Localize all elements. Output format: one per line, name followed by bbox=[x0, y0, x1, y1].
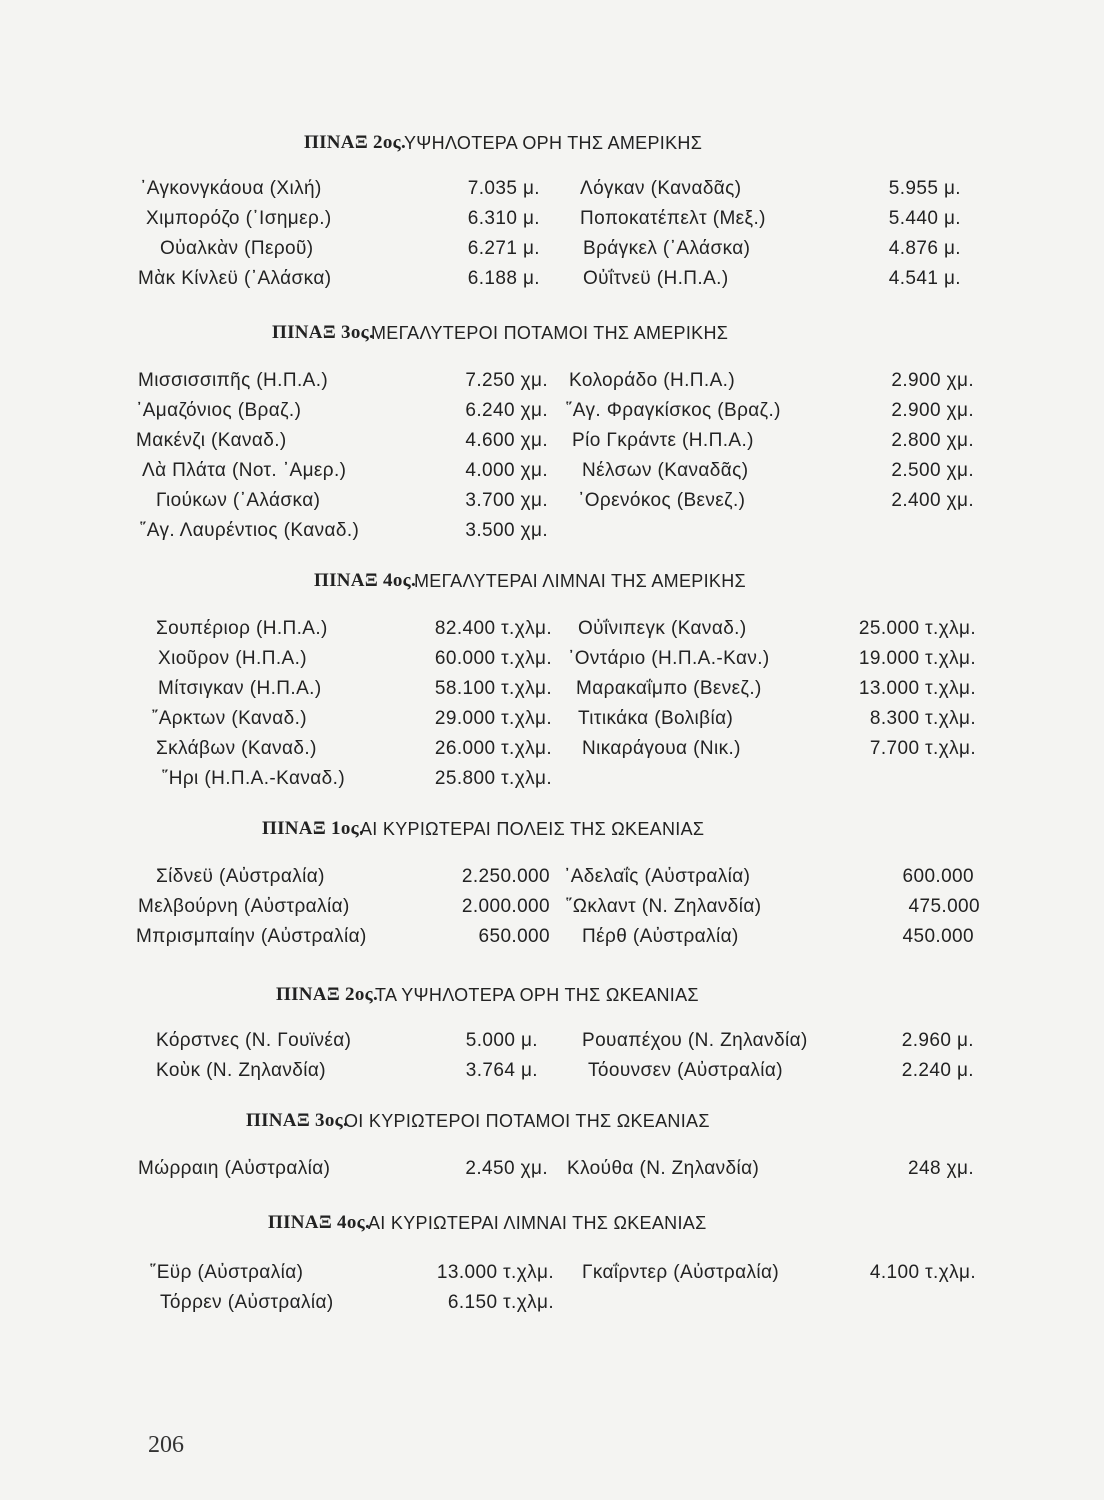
entry-value: 6.271 μ. bbox=[467, 238, 540, 259]
table-row bbox=[0, 926, 1104, 954]
entry-value: 7.700 τ.χλμ. bbox=[869, 738, 976, 759]
table-label: ΠΙΝΑΞ 1ος. bbox=[262, 818, 364, 839]
entry-value: 5.955 μ. bbox=[888, 178, 961, 199]
table-label: ΠΙΝΑΞ 2ος. bbox=[276, 984, 378, 1005]
entry-name: Νικαράγουα (Νικ.) bbox=[582, 738, 741, 759]
entry-name: Νέλσων (Καναδᾶς) bbox=[582, 460, 749, 481]
entry-name: Κόρστνες (Ν. Γουϊνέα) bbox=[156, 1030, 352, 1051]
table-heading: ΜΕΓΑΛΥΤΕΡΟΙ ΠΟΤΑΜΟΙ ΤΗΣ ΑΜΕΡΙΚΗΣ bbox=[371, 323, 729, 343]
table-heading: ΜΕΓΑΛΥΤΕΡΑΙ ΛΙΜΝΑΙ ΤΗΣ ΑΜΕΡΙΚΗΣ bbox=[414, 571, 746, 591]
entry-name: Γιούκων (᾿Αλάσκα) bbox=[156, 490, 321, 511]
table-row bbox=[0, 678, 1104, 706]
entry-value: 3.764 μ. bbox=[465, 1060, 538, 1081]
entry-value: 60.000 τ.χλμ. bbox=[434, 648, 552, 669]
entry-value: 4.100 τ.χλμ. bbox=[869, 1262, 976, 1283]
table-row bbox=[0, 370, 1104, 398]
entry-name: Ρίο Γκράντε (Η.Π.Α.) bbox=[572, 430, 754, 451]
entry-value: 7.035 μ. bbox=[467, 178, 540, 199]
entry-value: 2.400 χμ. bbox=[891, 490, 974, 511]
table-heading: ΑΙ ΚΥΡΙΩΤΕΡΑΙ ΛΙΜΝΑΙ ΤΗΣ ΩΚΕΑΝΙΑΣ bbox=[368, 1213, 707, 1233]
entry-name: Κλούθα (Ν. Ζηλανδία) bbox=[567, 1158, 760, 1179]
table-label: ΠΙΝΑΞ 4ος. bbox=[314, 570, 416, 591]
entry-value: 6.188 μ. bbox=[467, 268, 540, 289]
entry-value: 7.250 χμ. bbox=[465, 370, 548, 391]
entry-value: 58.100 τ.χλμ. bbox=[434, 678, 552, 699]
entry-value: 2.450 χμ. bbox=[465, 1158, 548, 1179]
entry-name: Οὐαλκὰν (Περοῦ) bbox=[160, 238, 314, 259]
entry-name: Σουπέριορ (Η.Π.Α.) bbox=[156, 618, 328, 639]
table-heading: ΤΑ ΥΨΗΛΟΤΕΡΑ ΟΡΗ ΤΗΣ ΩΚΕΑΝΙΑΣ bbox=[375, 985, 699, 1005]
table-heading: ΥΨΗΛΟΤΕΡΑ ΟΡΗ ΤΗΣ ΑΜΕΡΙΚΗΣ bbox=[404, 133, 703, 153]
table-label: ΠΙΝΑΞ 3ος. bbox=[272, 322, 374, 343]
entry-value: 13.000 τ.χλμ. bbox=[436, 1262, 554, 1283]
table-label: ΠΙΝΑΞ 3ος. bbox=[246, 1110, 348, 1131]
entry-value: 25.000 τ.χλμ. bbox=[858, 618, 976, 639]
entry-name: Χιοῦρον (Η.Π.Α.) bbox=[158, 648, 308, 669]
entry-value: 82.400 τ.χλμ. bbox=[434, 618, 552, 639]
table-row bbox=[0, 1030, 1104, 1058]
entry-value: 29.000 τ.χλμ. bbox=[434, 708, 552, 729]
table-row bbox=[0, 768, 1104, 796]
entry-name: Χιμπορόζο (᾿Ισημερ.) bbox=[146, 208, 332, 229]
entry-value: 25.800 τ.χλμ. bbox=[434, 768, 552, 789]
table-row bbox=[0, 460, 1104, 488]
table-row bbox=[0, 1060, 1104, 1088]
table-row bbox=[0, 490, 1104, 518]
table-row bbox=[0, 238, 1104, 266]
entry-name: Ποποκατέπελτ (Μεξ.) bbox=[580, 208, 766, 229]
page-number: 206 bbox=[148, 1432, 184, 1458]
entry-value: 5.440 μ. bbox=[888, 208, 961, 229]
table-row bbox=[0, 896, 1104, 924]
entry-value: 4.876 μ. bbox=[888, 238, 961, 259]
entry-value: 4.600 χμ. bbox=[465, 430, 548, 451]
table-row bbox=[0, 1158, 1104, 1186]
entry-value: 26.000 τ.χλμ. bbox=[434, 738, 552, 759]
table-row bbox=[0, 520, 1104, 548]
entry-name: Πέρθ (Αὐστραλία) bbox=[582, 926, 739, 947]
entry-value: 8.300 τ.χλμ. bbox=[869, 708, 976, 729]
table-row bbox=[0, 400, 1104, 428]
entry-name: Οὐΐτνεϋ (Η.Π.Α.) bbox=[583, 268, 729, 289]
table-row bbox=[0, 618, 1104, 646]
entry-name: ῞Ηρι (Η.Π.Α.-Καναδ.) bbox=[162, 768, 346, 789]
table-label: ΠΙΝΑΞ 2ος. bbox=[304, 132, 406, 153]
table-row bbox=[0, 866, 1104, 894]
entry-name: ῎Αρκτων (Καναδ.) bbox=[152, 708, 307, 729]
entry-name: ῞Εϋρ (Αὐστραλία) bbox=[150, 1262, 304, 1283]
table-row bbox=[0, 208, 1104, 236]
entry-value: 2.800 χμ. bbox=[891, 430, 974, 451]
entry-value: 475.000 bbox=[908, 896, 980, 917]
entry-value: 2.960 μ. bbox=[901, 1030, 974, 1051]
table-row bbox=[0, 648, 1104, 676]
entry-name: Ρουαπέχου (Ν. Ζηλανδία) bbox=[582, 1030, 808, 1051]
entry-name: Μίτσιγκαν (Η.Π.Α.) bbox=[158, 678, 322, 699]
entry-name: ῞Ωκλαντ (Ν. Ζηλανδία) bbox=[566, 896, 762, 917]
table-row bbox=[0, 738, 1104, 766]
entry-value: 2.900 χμ. bbox=[891, 400, 974, 421]
entry-value: 650.000 bbox=[478, 926, 550, 947]
entry-value: 248 χμ. bbox=[908, 1158, 974, 1179]
entry-name: ῞Αγ. Φραγκίσκος (Βραζ.) bbox=[566, 400, 781, 421]
entry-value: 19.000 τ.χλμ. bbox=[858, 648, 976, 669]
entry-name: Οὐΐνιπεγκ (Καναδ.) bbox=[578, 618, 747, 639]
entry-name: Τόρρεν (Αὐστραλία) bbox=[160, 1292, 334, 1313]
entry-name: Τιτικάκα (Βολιβία) bbox=[578, 708, 734, 729]
entry-value: 3.700 χμ. bbox=[465, 490, 548, 511]
entry-name: ᾿Αδελαΐς (Αὐστραλία) bbox=[564, 866, 751, 887]
table-heading: ΑΙ ΚΥΡΙΩΤΕΡΑΙ ΠΟΛΕΙΣ ΤΗΣ ΩΚΕΑΝΙΑΣ bbox=[360, 819, 705, 839]
entry-name: Μισσισσιπῆς (Η.Π.Α.) bbox=[138, 370, 329, 391]
entry-name: Βράγκελ (᾿Αλάσκα) bbox=[583, 238, 751, 259]
entry-value: 4.000 χμ. bbox=[465, 460, 548, 481]
entry-value: 2.000.000 bbox=[461, 896, 550, 917]
entry-name: Τόουνσεν (Αὐστραλία) bbox=[588, 1060, 783, 1081]
entry-name: Μώρραιη (Αὐστραλία) bbox=[138, 1158, 331, 1179]
table-row bbox=[0, 1262, 1104, 1290]
entry-value: 2.500 χμ. bbox=[891, 460, 974, 481]
entry-name: Γκαΐρντερ (Αὐστραλία) bbox=[582, 1262, 780, 1283]
entry-name: Μαρακαΐμπο (Βενεζ.) bbox=[576, 678, 762, 699]
entry-name: ᾿Αγκονγκάουα (Χιλή) bbox=[140, 178, 322, 199]
entry-name: Μὰκ Κίνλεϋ (᾿Αλάσκα) bbox=[138, 268, 332, 289]
entry-name: Μπρισμπαίην (Αὐστραλία) bbox=[136, 926, 367, 947]
entry-name: Κοὺκ (Ν. Ζηλανδία) bbox=[156, 1060, 326, 1081]
entry-name: ῞Αγ. Λαυρέντιος (Καναδ.) bbox=[140, 520, 360, 541]
table-row bbox=[0, 430, 1104, 458]
entry-value: 2.240 μ. bbox=[901, 1060, 974, 1081]
entry-name: ᾿Οντάριο (Η.Π.Α.-Καν.) bbox=[568, 648, 770, 669]
table-row bbox=[0, 708, 1104, 736]
table-row bbox=[0, 178, 1104, 206]
entry-name: Μελβούρνη (Αὐστραλία) bbox=[138, 896, 350, 917]
entry-name: Σίδνεϋ (Αὐστραλία) bbox=[156, 866, 325, 887]
table-row bbox=[0, 268, 1104, 296]
table-heading: ΟΙ ΚΥΡΙΩΤΕΡΟΙ ΠΟΤΑΜΟΙ ΤΗΣ ΩΚΕΑΝΙΑΣ bbox=[344, 1111, 710, 1131]
entry-value: 2.900 χμ. bbox=[891, 370, 974, 391]
entry-value: 13.000 τ.χλμ. bbox=[858, 678, 976, 699]
entry-name: Μακένζι (Καναδ.) bbox=[136, 430, 287, 451]
entry-value: 3.500 χμ. bbox=[465, 520, 548, 541]
entry-name: Σκλάβων (Καναδ.) bbox=[156, 738, 317, 759]
entry-name: ᾿Αμαζόνιος (Βραζ.) bbox=[136, 400, 302, 421]
entry-name: ᾿Ορενόκος (Βενεζ.) bbox=[578, 490, 746, 511]
entry-value: 6.240 χμ. bbox=[465, 400, 548, 421]
entry-value: 600.000 bbox=[902, 866, 974, 887]
entry-value: 6.150 τ.χλμ. bbox=[447, 1292, 554, 1313]
table-row bbox=[0, 1292, 1104, 1320]
entry-name: Λὰ Πλάτα (Νοτ. ᾿Αμερ.) bbox=[142, 460, 347, 481]
entry-name: Λόγκαν (Καναδᾶς) bbox=[580, 178, 742, 199]
table-label: ΠΙΝΑΞ 4ος. bbox=[268, 1212, 370, 1233]
entry-value: 6.310 μ. bbox=[467, 208, 540, 229]
entry-value: 5.000 μ. bbox=[465, 1030, 538, 1051]
entry-value: 4.541 μ. bbox=[888, 268, 961, 289]
entry-name: Κολοράδο (Η.Π.Α.) bbox=[569, 370, 736, 391]
entry-value: 450.000 bbox=[902, 926, 974, 947]
entry-value: 2.250.000 bbox=[461, 866, 550, 887]
